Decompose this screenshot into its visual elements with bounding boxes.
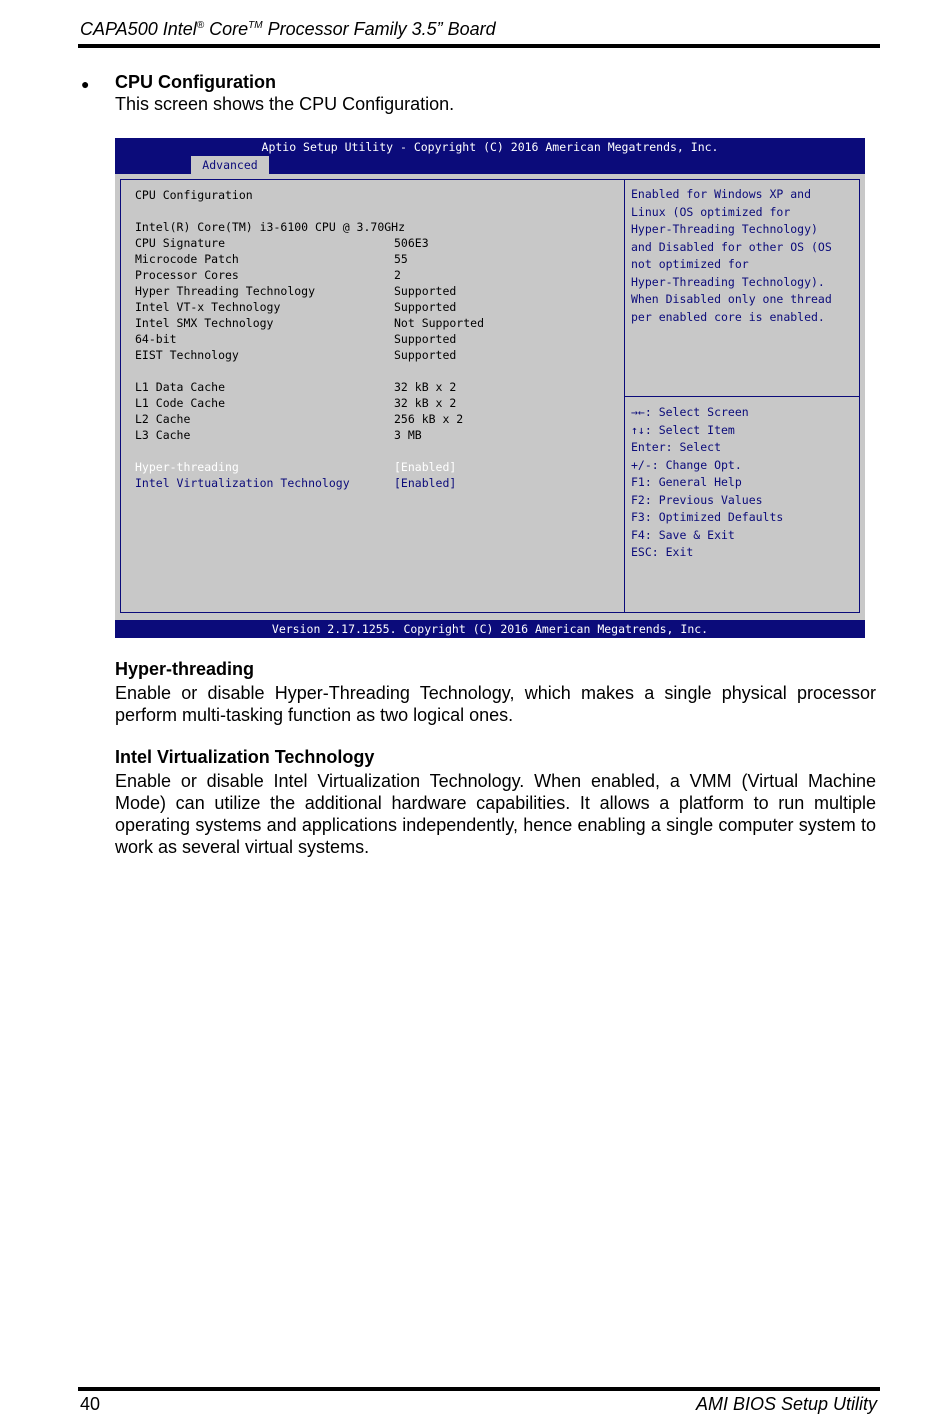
- row-label: 64-bit: [135, 332, 177, 346]
- key-hint: F1: General Help: [631, 475, 742, 489]
- key-hint: F3: Optimized Defaults: [631, 510, 784, 524]
- help-text-line: When Disabled only one thread: [631, 292, 832, 306]
- bios-title-bar: [115, 138, 865, 174]
- page-header-title: CAPA500 Intel® Core™ Processor Family 3.5” Board: [80, 19, 496, 39]
- row-label: Microcode Patch: [135, 252, 239, 266]
- key-hint: →←: Select Screen: [631, 405, 749, 419]
- cache-label: L2 Cache: [135, 412, 191, 426]
- key-hint: F4: Save & Exit: [631, 527, 735, 542]
- help-text-line: Enabled for Windows XP and: [631, 187, 812, 201]
- row-label: Processor Cores: [135, 268, 239, 282]
- key-hint: F2: Previous Values: [631, 492, 763, 507]
- cache-value: 256 kB x 2: [394, 412, 464, 426]
- row-value: Supported: [394, 300, 457, 314]
- cache-value: 32 kB x 2: [394, 396, 457, 410]
- row-label: CPU Signature: [135, 236, 226, 250]
- row-label: EIST Technology: [135, 348, 239, 362]
- bios-help-divider: [625, 396, 860, 397]
- help-text-line: and Disabled for other OS (OS: [631, 239, 832, 254]
- bios-screen: [115, 138, 865, 638]
- item-heading-hyper-threading: Hyper-threading: [115, 659, 255, 679]
- cache-value: 32 kB x 2: [394, 380, 457, 394]
- option-hyper-threading[interactable]: Hyper-threading: [135, 460, 239, 474]
- bullet-icon: ●: [81, 76, 90, 92]
- bios-version-bar: Version 2.17.1255. Copyright (C) 2016 American Megatrends, Inc.: [115, 620, 865, 638]
- page-footer-title: AMI BIOS Setup Utility: [695, 1394, 877, 1414]
- footer-rule: [78, 1387, 880, 1391]
- section-intro: This screen shows the CPU Configuration.: [115, 94, 455, 114]
- key-hint: +/-: Change Opt.: [631, 457, 742, 472]
- row-label: Intel SMX Technology: [135, 316, 274, 330]
- row-value: Not Supported: [394, 316, 485, 330]
- cache-label: L1 Code Cache: [135, 396, 226, 410]
- row-value: 2: [394, 268, 401, 282]
- cache-value: 3 MB: [394, 428, 422, 442]
- tab-advanced[interactable]: Advanced: [191, 156, 269, 174]
- option-virtualization-value[interactable]: [Enabled]: [394, 476, 457, 490]
- option-virtualization[interactable]: Intel Virtualization Technology: [135, 476, 350, 490]
- key-hint: ↑↓: Select Item: [631, 422, 735, 437]
- key-hint: ESC: Exit: [631, 545, 694, 559]
- help-text-line: not optimized for: [631, 257, 749, 271]
- help-text-line: per enabled core is enabled.: [631, 309, 825, 324]
- help-text-line: Hyper-Threading Technology): [631, 222, 818, 236]
- header-rule: [78, 44, 880, 48]
- page-number: 40: [80, 1394, 101, 1414]
- cache-label: L3 Cache: [135, 428, 191, 442]
- bios-title: Aptio Setup Utility - Copyright (C) 2016 American Megatrends, Inc.: [261, 140, 719, 154]
- row-value: Supported: [394, 284, 457, 298]
- bios-page-title: CPU Configuration: [135, 188, 253, 202]
- cpu-name: Intel(R) Core(TM) i3-6100 CPU @ 3.70GHz: [135, 220, 406, 234]
- key-hint: Enter: Select: [631, 440, 722, 454]
- help-text-line: Hyper-Threading Technology).: [631, 274, 825, 289]
- row-label: Hyper Threading Technology: [135, 284, 316, 298]
- row-value: Supported: [394, 332, 457, 346]
- row-value: Supported: [394, 348, 457, 362]
- item-description-hyper-threading: Enable or disable Hyper-Threading Technology, which makes a single physical processor perform multi-tasking function as two logical ones.: [115, 683, 876, 725]
- help-text-line: Linux (OS optimized for: [631, 204, 791, 219]
- item-heading-virtualization: Intel Virtualization Technology: [115, 747, 375, 767]
- item-description-virtualization: Enable or disable Intel Virtualization Technology. When enabled, a VMM (Virtual Machine Mode) can utilize the additional hardware capabilities. It allows a platform to run multiple operating systems and applications independently, hence enabling a single computer system to work as several virtual systems.: [115, 771, 876, 857]
- row-value: 506E3: [394, 236, 429, 250]
- row-value: 55: [394, 252, 408, 266]
- row-label: Intel VT-x Technology: [135, 300, 281, 314]
- section-heading: CPU Configuration: [115, 72, 276, 92]
- cache-label: L1 Data Cache: [135, 380, 226, 394]
- option-hyper-threading-value[interactable]: [Enabled]: [394, 460, 457, 474]
